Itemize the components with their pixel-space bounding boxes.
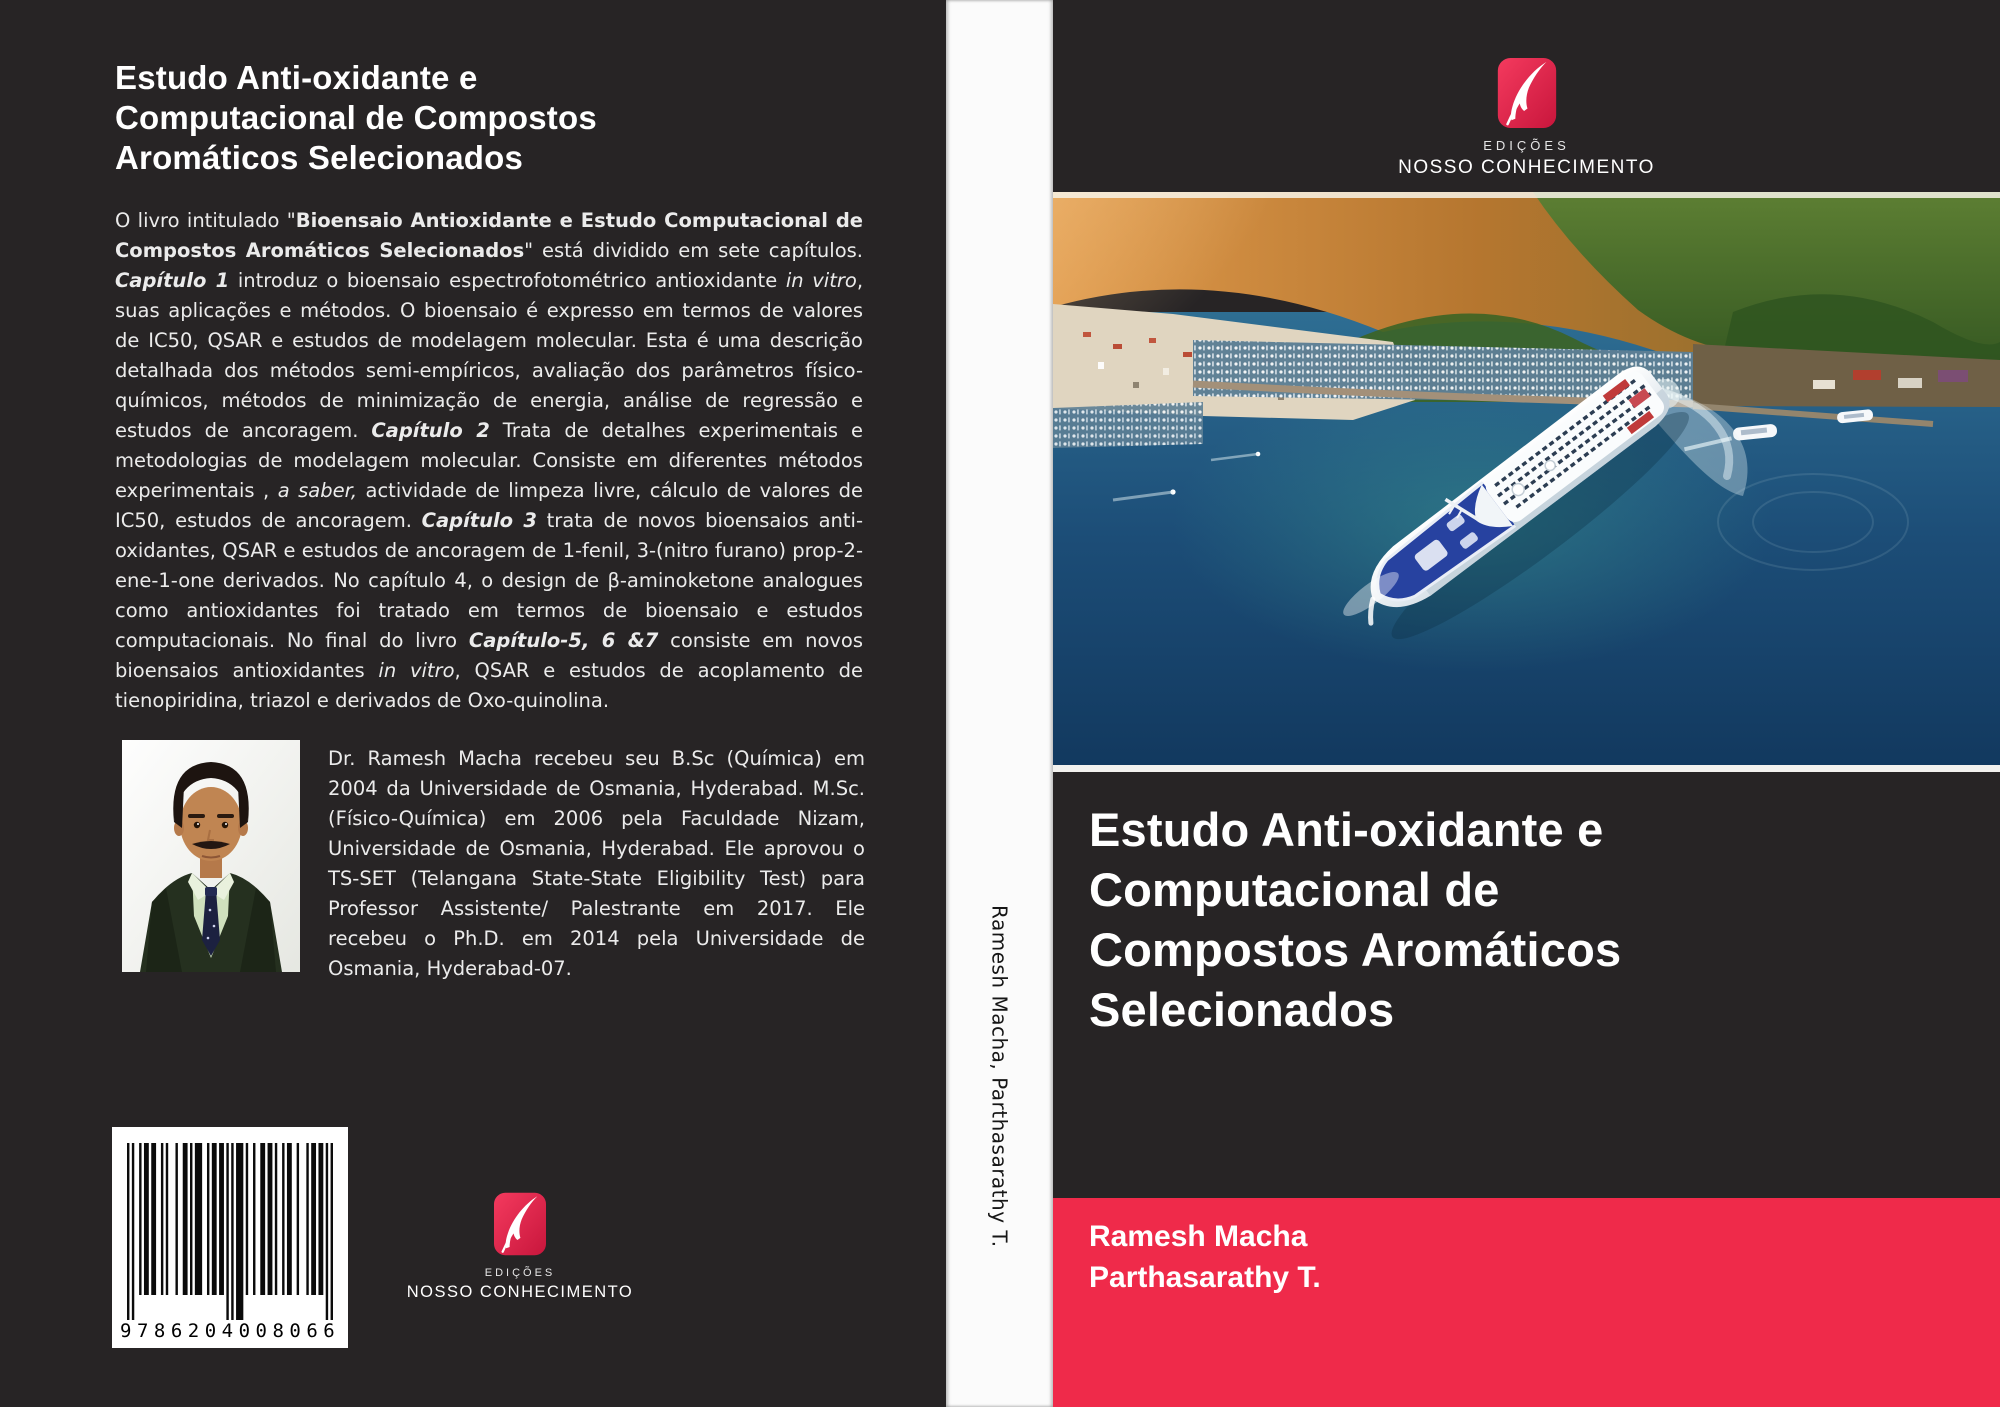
back-title-line: Aromáticos Selecionados	[115, 139, 524, 176]
publisher-name-large: NOSSO CONHECIMENTO	[1398, 157, 1655, 178]
feather-icon	[494, 1192, 546, 1260]
publisher-logo-front	[1053, 58, 2000, 179]
back-title-line: Estudo Anti-oxidante e	[115, 59, 478, 96]
front-title	[1089, 800, 1969, 1040]
front-author-name: Ramesh Macha	[1089, 1220, 1308, 1253]
front-title-line: Selecionados	[1089, 983, 1395, 1036]
publisher-name-small: EDIÇÕES	[1483, 138, 1570, 153]
isbn-digit-group: 008066	[238, 1320, 341, 1342]
isbn-digit-group: 786204	[136, 1320, 239, 1342]
author-portrait-image	[122, 740, 300, 972]
publisher-logo-back	[360, 1192, 680, 1302]
front-title-line: Computacional de	[1089, 863, 1500, 916]
front-title-line: Estudo Anti-oxidante e	[1089, 803, 1604, 856]
author-bio: Dr. Ramesh Macha recebeu seu B.Sc (Química) em 2004 da Universidade de Osmania, Hyderabad. M.Sc. (Físico-Química) em 2006 pela Faculdade Nizam, Universidade de Osmania, Hyderabad. Ele aprovou o TS-SET (Telangana State-State Eligibility Test) para Professor Assistente/ Palestrante em 2017. Ele recebeu o Ph.D. em 2014 pela Universidade de Osmania, Hyderabad-07.	[328, 747, 865, 980]
cover-photo-cruise-ship-harbour	[1053, 192, 2000, 765]
feather-icon	[1494, 58, 1560, 132]
front-cover	[1053, 0, 2000, 1407]
back-title-line: Computacional de Compostos	[115, 99, 597, 136]
front-title-line: Compostos Aromáticos	[1089, 923, 1622, 976]
publisher-name-small: EDIÇÕES	[484, 1267, 556, 1279]
book-description: O livro intitulado "Bioensaio Antioxidante e Estudo Computacional de Compostos Aromáticos Selecionados" está dividido em sete capítulos. Capítulo 1 introduz o bioensaio espectrofotométrico antioxidante in vitro, suas aplicações e métodos. O bioensaio é expresso em termos de valores de IC50, QSAR e estudos de modelagem molecular. Esta é uma descrição detalhada dos métodos semi-empíricos, avaliação dos parâmetros físico-químicos, métodos de minimização de energia, análise de regressão e estudos de ancoragem. Capítulo 2 Trata de detalhes experimentais e metodologias de modelagem molecular. Consiste em diferentes métodos experimentais , a saber, actividade de limpeza livre, cálculo de valores de IC50, estudos de ancoragem. Capítulo 3 trata de novos bioensaios anti-oxidantes, QSAR e estudos de ancoragem de 1-fenil, 3-(nitro furano) prop-2-ene-1-one derivados. No capítulo 4, o design de β-aminoketone analogues como antioxidantes foi tratado em termos de bioensaio e estudos computacionais. No final do livro Capítulo-5, 6 &7 consiste em novos bioensaios antioxidantes in vitro, QSAR e estudos de acoplamento de tienopiridina, triazol e derivados de Oxo-quinolina.	[115, 209, 864, 712]
author-band	[1053, 1198, 2000, 1407]
front-author-name: Parthasarathy T.	[1089, 1261, 1321, 1294]
publisher-name-large: NOSSO CONHECIMENTO	[406, 1283, 634, 1301]
isbn-digit-group: 9	[120, 1320, 137, 1342]
spine-authors: Ramesh Macha, Parthasarathy T.	[987, 905, 1012, 1248]
isbn-barcode	[112, 1127, 348, 1348]
back-title	[115, 58, 795, 178]
isbn-digits	[120, 1314, 340, 1342]
front-authors	[1089, 1216, 1321, 1298]
back-cover	[0, 0, 946, 1407]
photo-divider-strip	[1053, 765, 2000, 772]
spine	[946, 0, 1053, 1407]
author-photo	[122, 740, 300, 972]
